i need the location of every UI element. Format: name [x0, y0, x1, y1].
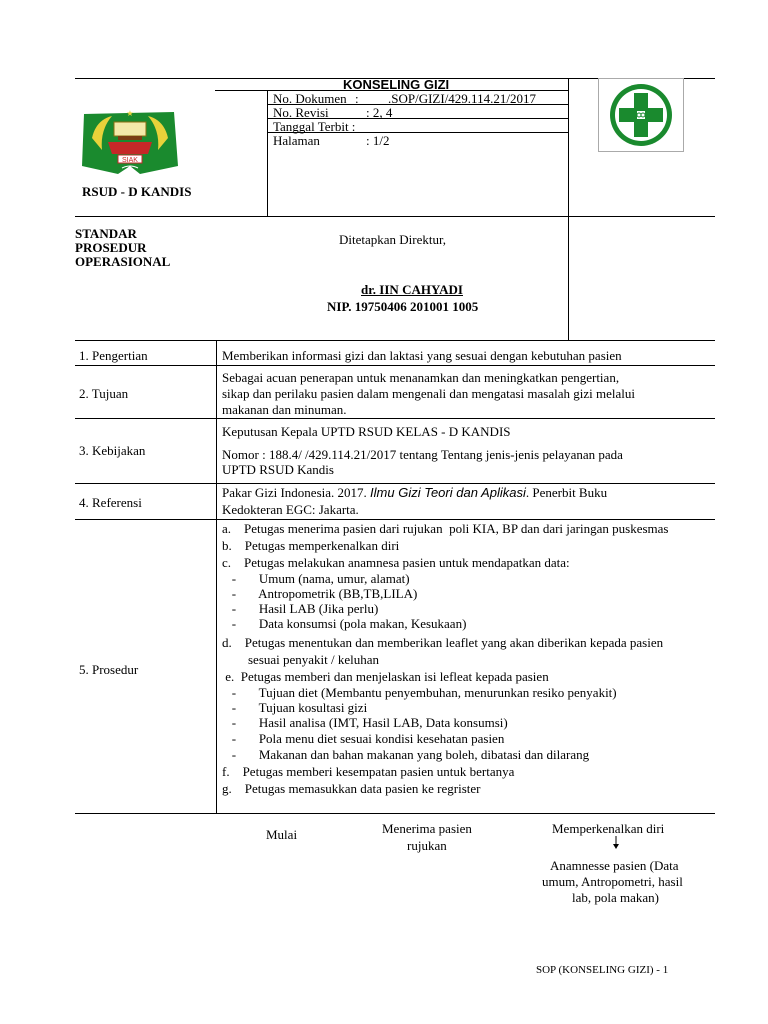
tujuan-label: 2. Tujuan [79, 386, 129, 401]
referensi-book-title: Ilmu Gizi Teori dan Aplikasi [370, 485, 526, 500]
prosedur-label: 5. Prosedur [79, 662, 139, 677]
doc-number-value: .SOP/GIZI/429.114.21/2017 [388, 91, 536, 106]
flow-menerima-line-1: Menerima pasien [382, 821, 472, 836]
row-line-1 [75, 365, 715, 366]
ditetapkan-text: Ditetapkan Direktur, [339, 232, 447, 247]
prosedur-item: c. Petugas melakukan anamnesa pasien untuk mendapatkan data: [222, 555, 570, 570]
referensi-label: 4. Referensi [79, 495, 142, 510]
referensi-line-1 [222, 485, 607, 501]
flow-menerima-line-2: rujukan [407, 838, 447, 853]
row-line-3 [75, 483, 715, 484]
tujuan-line-2: sikap dan perilaku pasien dalam mengenali dan mengatasi masalah gizi melalui [222, 386, 635, 401]
prosedur-item: d. Petugas menentukan dan memberikan leaflet yang akan diberikan kepada pasien [222, 635, 664, 650]
revision-value: : 2, 4 [366, 105, 393, 120]
prosedur-item: sesuai penyakit / keluhan [222, 652, 380, 667]
sop-title-line-1: STANDAR [75, 226, 137, 241]
sop-bottom-border [75, 340, 715, 341]
prosedur-item: - Data konsumsi (pola makan, Kesukaan) [222, 616, 467, 631]
page-value: : 1/2 [366, 133, 390, 148]
director-name: dr. IIN CAHYADI [361, 282, 463, 297]
revision-label: No. Revisi [273, 105, 329, 120]
prosedur-item: - Hasil analisa (IMT, Hasil LAB, Data konsumsi) [222, 715, 508, 730]
siak-logo-text: SIAK [122, 157, 138, 164]
flow-memperkenalkan: Memperkenalkan diri [552, 821, 665, 836]
prosedur-item: - Makanan dan bahan makanan yang boleh, dibatasi dan dilarang [222, 747, 590, 762]
prosedur-item: g. Petugas memasukkan data pasien ke regrister [222, 781, 481, 796]
table-col-divider [216, 341, 217, 813]
prosedur-item: - Tujuan kosultasi gizi [222, 700, 368, 715]
header-col-divider-1 [267, 90, 268, 216]
prosedur-item: - Antropometrik (BB,TB,LILA) [222, 586, 418, 601]
tujuan-line-3: makanan dan minuman. [222, 402, 347, 417]
row-line-2 [75, 418, 715, 419]
flow-anamnesse-line-3: lab, pola makan) [572, 890, 659, 905]
page-footer: SOP (KONSELING GIZI) - 1 [536, 964, 669, 976]
prosedur-item: - Hasil LAB (Jika perlu) [222, 601, 379, 616]
pengertian-text: Memberikan informasi gizi dan laktasi yang sesuai dengan kebutuhan pasien [222, 348, 622, 363]
sop-title-line-3: OPERASIONAL [75, 254, 171, 269]
prosedur-item: - Tujuan diet (Membantu penyembuhan, menurunkan resiko penyakit) [222, 685, 617, 700]
doc-number-colon: : [355, 91, 359, 106]
flow-anamnesse-line-2: umum, Antropometri, hasil [542, 874, 683, 889]
kebijakan-line-2: Nomor : 188.4/ /429.114.21/2017 tentang Tentang jenis-jenis pelayanan pada [222, 447, 623, 462]
sop-title-line-2: PROSEDUR [75, 240, 147, 255]
header-bottom-border [75, 216, 715, 217]
health-cross-logo [598, 78, 684, 152]
flow-mulai: Mulai [266, 827, 298, 842]
flow-anamnesse-line-1: Anamnesse pasien (Data [550, 858, 679, 873]
prosedur-item: a. Petugas menerima pasien dari rujukan poli KIA, BP dan dari jaringan puskesmas [222, 521, 669, 536]
document-title: KONSELING GIZI [343, 77, 450, 92]
prosedur-item: e. Petugas memberi dan menjelaskan isi lefleat kepada pasien [222, 669, 549, 684]
kebijakan-label: 3. Kebijakan [79, 443, 146, 458]
doc-number-label: No. Dokumen [273, 91, 347, 106]
prosedur-item: - Umum (nama, umur, alamat) [222, 571, 410, 586]
prosedur-item: - Pola menu diet sesuai kondisi kesehatan pasien [222, 731, 505, 746]
kebijakan-line-1: Keputusan Kepala UPTD RSUD KELAS - D KANDIS [222, 424, 511, 439]
header-col-divider-2 [568, 78, 569, 340]
date-label: Tanggal Terbit : [273, 119, 356, 134]
table-bottom-border [75, 813, 715, 814]
director-nip: NIP. 19750406 201001 1005 [327, 299, 479, 314]
prosedur-item: f. Petugas memberi kesempatan pasien untuk bertanya [222, 764, 515, 779]
kebijakan-line-3: UPTD RSUD Kandis [222, 462, 334, 477]
tujuan-line-1: Sebagai acuan penerapan untuk menanamkan dan meningkatkan pengertian, [222, 370, 620, 385]
row-line-4 [75, 519, 715, 520]
siak-logo [78, 108, 182, 176]
referensi-post: . Penerbit Buku [525, 485, 608, 500]
hospital-name: RSUD - D KANDIS [82, 184, 192, 199]
referensi-pre: Pakar Gizi Indonesia. 2017. [222, 485, 371, 500]
prosedur-item: b. Petugas memperkenalkan diri [222, 538, 400, 553]
referensi-line-2: Kedokteran EGC: Jakarta. [222, 502, 359, 517]
page-label: Halaman [273, 133, 320, 148]
flow-arrow-down [611, 836, 621, 850]
pengertian-label: 1. Pengertian [79, 348, 148, 363]
svg-text:★: ★ [126, 109, 134, 118]
